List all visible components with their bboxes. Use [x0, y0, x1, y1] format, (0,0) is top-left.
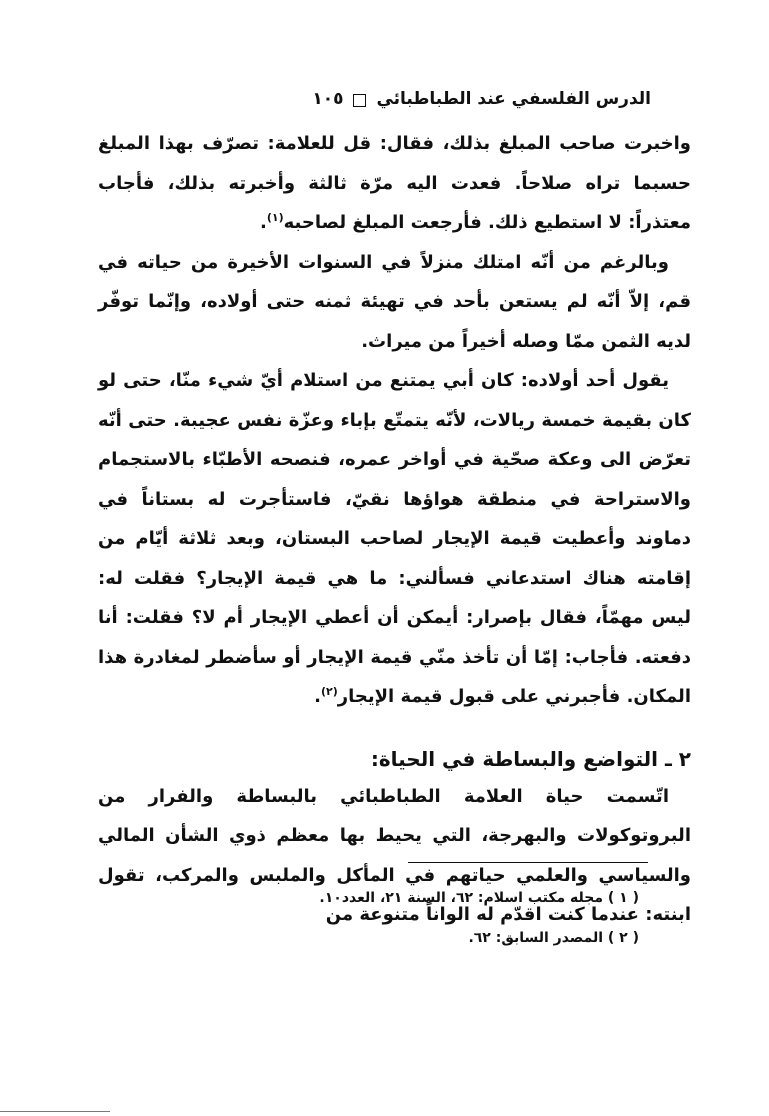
- paragraph-text: اتّسمت حياة العلامة الطباطبائي بالبساطة والفرار من البروتوكولات والبهرجة، التي يحيط بها معظم ذوي الشأن المالي والسياسي والعلمي حياتهم في المأكل والملبس والمركب، تقول ابنته: عندما كنت اقدّم له الواناً متنوعة من: [98, 785, 691, 925]
- page-body: [98, 124, 691, 935]
- footnote: ( ١ ) مجله مكتب اسلام: ٦٢، السنة ٢١، العدد١٠.: [319, 890, 639, 906]
- footnote-marker: (١): [266, 211, 284, 224]
- square-separator-icon: [353, 94, 366, 107]
- paragraph-text: واخبرت صاحب المبلغ بذلك، فقال: قل للعلامة: تصرّف بهذا المبلغ حسبما تراه صلاحاً. فعدت اليه مرّة ثالثة وأخبرته بذلك، فأجاب معتذراً: لا استطيع ذلك. فأرجعت المبلغ لصاحبه: [98, 133, 691, 233]
- paragraph-text: وبالرغم من أنّه امتلك منزلاً في السنوات الأخيرة من حياته في قم، إلاّ أنّه لم يستعن بأحد في تهيئة ثمنه حتى أولاده، وإنّما توفّر لديه الثمن ممّا وصله أخيراً من ميراث.: [98, 251, 691, 352]
- paragraph: يقول أحد أولاده: كان أبي يمتنع من استلام أيّ شيء منّا، حتى لو كان بقيمة خمسة ريالات، لأنّه يتمتّع بإباء وعزّة نفس عجيبة. حتى أنّه تعرّض الى وعكة صحّية في أواخر عمره، فنصحه الأطبّاء بالاستجمام والاستراحة في منطقة هواؤها نقيّ، فاستأجرت له بستاناً في دماوند وأعطيت قيمة الإيجار لصاحب البستان، وبعد ثلاثة أيّام من إقامته هناك استدعاني فسألني: ما هي قيمة الإيجار؟ فقلت له: ليس مهمّاً، فقال بإصرار: أيمكن أن أعطي الإيجار أم لا؟ فقلت: أنا دفعته. فأجاب: إمّا أن تأخذ منّي قيمة الإيجار أو سأضطر لمغادرة هذا المكان. فأجبرني على قبول قيمة الإيجار$^{(٢)}$.: [98, 370, 691, 707]
- paragraph: واخبرت صاحب المبلغ بذلك، فقال: قل للعلامة: تصرّف بهذا المبلغ حسبما تراه صلاحاً. فعدت اليه مرّة ثالثة وأخبرته بذلك، فأجاب معتذراً: لا استطيع ذلك. فأرجعت المبلغ لصاحبه$^{(١)}$.: [98, 133, 691, 233]
- page-number: ١٠٥: [312, 89, 344, 109]
- footnote-marker: (٢): [320, 685, 338, 698]
- footnotes: [98, 878, 639, 958]
- header-title: الدرس الفلسفي عند الطباطبائي: [376, 89, 651, 109]
- scan-edge-line: [0, 1111, 110, 1112]
- section-heading: ٢ ـ التواضع والبساطة في الحياة:: [370, 746, 691, 771]
- running-header: [118, 84, 651, 114]
- footnote: ( ٢ ) المصدر السابق: ٦٢.: [468, 930, 639, 946]
- paragraph-text: يقول أحد أولاده: كان أبي يمتنع من استلام أيّ شيء منّا، حتى لو كان بقيمة خمسة ريالات، لأنّه يتمتّع بإباء وعزّة نفس عجيبة. حتى أنّه تعرّض الى وعكة صحّية في أواخر عمره، فنصحه الأطبّاء بالاستجمام والاستراحة في منطقة هواؤها نقيّ، فاستأجرت له بستاناً في دماوند وأعطيت قيمة الإيجار لصاحب البستان، وبعد ثلاثة أيّام من إقامته هناك استدعاني فسألني: ما هي قيمة الإيجار؟ فقلت له: ليس مهمّاً، فقال بإصرار: أيمكن أن أعطي الإيجار أم لا؟ فقلت: أنا دفعته. فأجاب: إمّا أن تأخذ منّي قيمة الإيجار أو سأضطر لمغادرة هذا المكان. فأجبرني على قبول قيمة الإيجار: [98, 370, 691, 707]
- footnote-divider: [408, 862, 648, 863]
- paragraph: [98, 243, 691, 362]
